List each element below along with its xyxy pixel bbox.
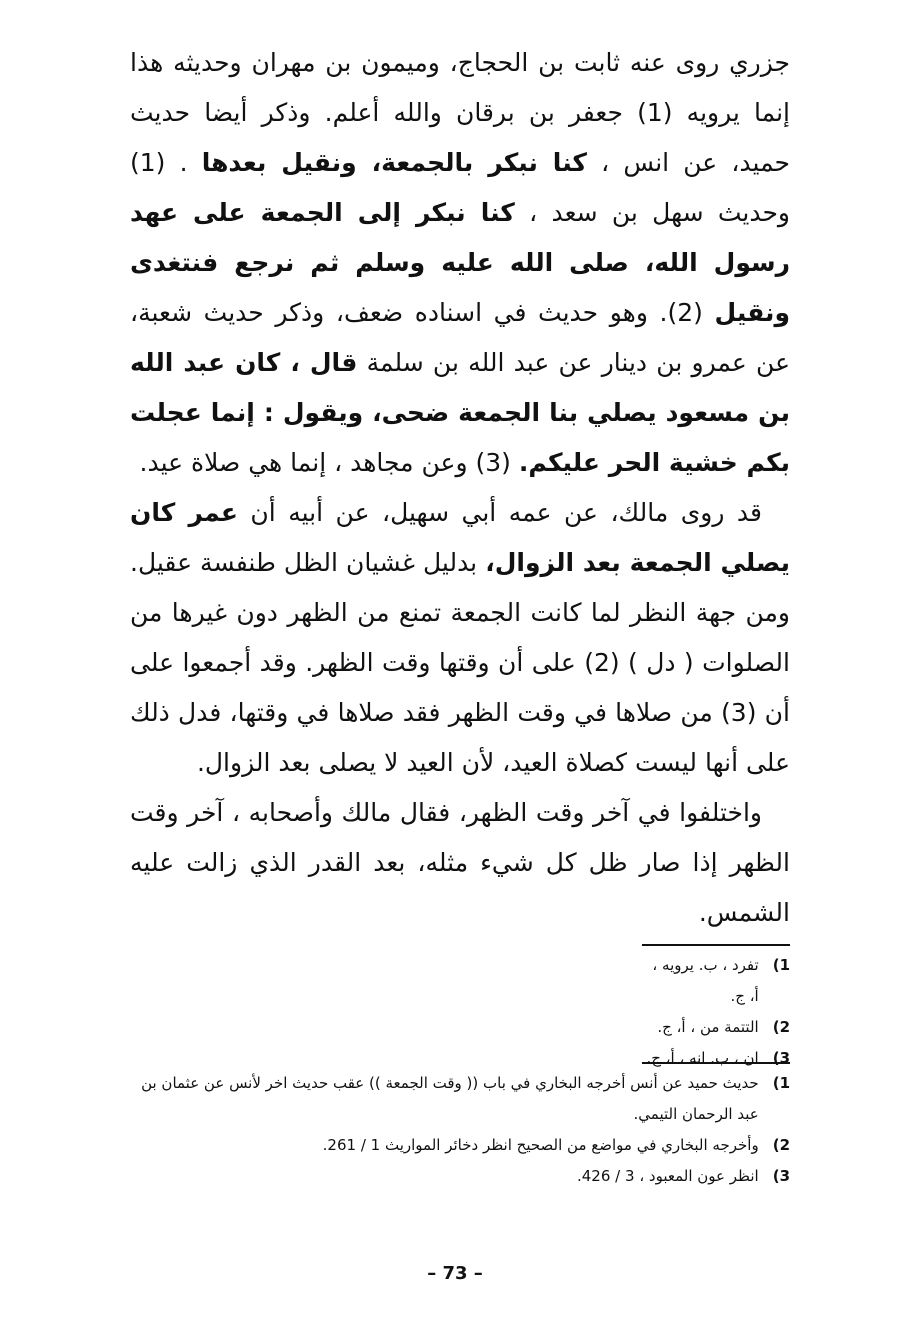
footnotes-references xyxy=(128,1062,790,1192)
footnote-number: 2) xyxy=(772,1136,790,1154)
footnote-rule xyxy=(642,1062,790,1064)
footnote-number: 3) xyxy=(772,1167,790,1185)
page-number: – 73 – xyxy=(427,1263,483,1284)
footnote-b-2 xyxy=(128,1130,790,1161)
main-text xyxy=(130,38,790,938)
footnote-text: ان ، ب. انه ، أ، ج. xyxy=(646,1049,759,1067)
footnote-b-1 xyxy=(128,1068,790,1130)
p2-text-1: قد روى مالك، عن عمه أبي سهيل، عن أبيه أن xyxy=(250,498,762,527)
footnote-number: 3) xyxy=(772,1049,790,1067)
p1-quote-3: قال ، كان عبد الله بن مسعود يصلي بنا الجمعة ضحى، ويقول : إنما عجلت بكم خشية الحر عليكم. xyxy=(130,348,790,477)
p2-text-2: بدليل غشيان الظل طنفسة عقيل. ومن جهة النظر لما كانت الجمعة تمنع من الظهر دون غيرها من الصلوات ( دل ) (2) على أن وقتها وقت الظهر. وقد أجمعوا على أن (3) من صلاها في وقت الظهر فقد صلاها في وقتها، فدل ذلك على أنها ليست كصلاة العيد، لأن العيد لا يصلى بعد الزوال. xyxy=(130,548,790,777)
footnote-text: انظر عون المعبود ، 3 / 426. xyxy=(576,1167,759,1185)
footnote-text: التتمة من ، أ، ج. xyxy=(657,1018,759,1036)
footnote-text: حديث حميد عن أنس أخرجه البخاري في باب (( وقت الجمعة )) عقب حديث اخر لأنس عن عثمان بن عبد الرحمان التيمي. xyxy=(141,1074,759,1123)
footnote-a-1 xyxy=(642,950,790,1012)
p2-bold-1: عمر كان يصلي الجمعة بعد الزوال، xyxy=(130,498,790,577)
p1-text-3: (2). وهو حديث في اسناده ضعف، وذكر حديث شعبة، عن عمرو بن دينار عن عبد الله بن سلمة xyxy=(130,298,790,377)
footnotes-variants xyxy=(642,944,790,1074)
footnote-a-2 xyxy=(642,1012,790,1043)
footnote-text: تفرد ، ب. يرويه ، أ، ج. xyxy=(652,956,759,1005)
footnote-number: 1) xyxy=(772,956,790,974)
p1-text-2: . (1) وحديث سهل بن سعد ، xyxy=(130,148,790,227)
footnote-b-3 xyxy=(128,1161,790,1192)
footnote-number: 1) xyxy=(772,1074,790,1092)
footnote-number: 2) xyxy=(772,1018,790,1036)
paragraph-1 xyxy=(130,38,790,488)
footnote-rule xyxy=(642,944,790,946)
paragraph-2 xyxy=(130,488,790,788)
paragraph-3: واختلفوا في آخر وقت الظهر، فقال مالك وأصحابه ، آخر وقت الظهر إذا صار ظل كل شيء مثله، بعد القدر الذي زالت عليه الشمس. xyxy=(130,798,790,927)
p1-quote-1: كنا نبكر بالجمعة، ونقيل بعدها xyxy=(201,148,587,177)
p1-quote-2: كنا نبكر إلى الجمعة على عهد رسول الله، صلى الله عليه وسلم ثم نرجع فنتغدى ونقيل xyxy=(130,198,790,327)
footnote-text: وأخرجه البخاري في مواضع من الصحيح انظر دخائر المواريث 1 / 261. xyxy=(322,1136,759,1154)
p1-text-1: جزري روى عنه ثابت بن الحجاج، وميمون بن مهران وحديثه هذا إنما يرويه (1) جعفر بن برقان والله أعلم. وذكر أيضا حديث حميد، عن انس ، xyxy=(130,48,790,177)
p1-text-4: (3) وعن مجاهد ، إنما هي صلاة عيد. xyxy=(139,448,511,477)
